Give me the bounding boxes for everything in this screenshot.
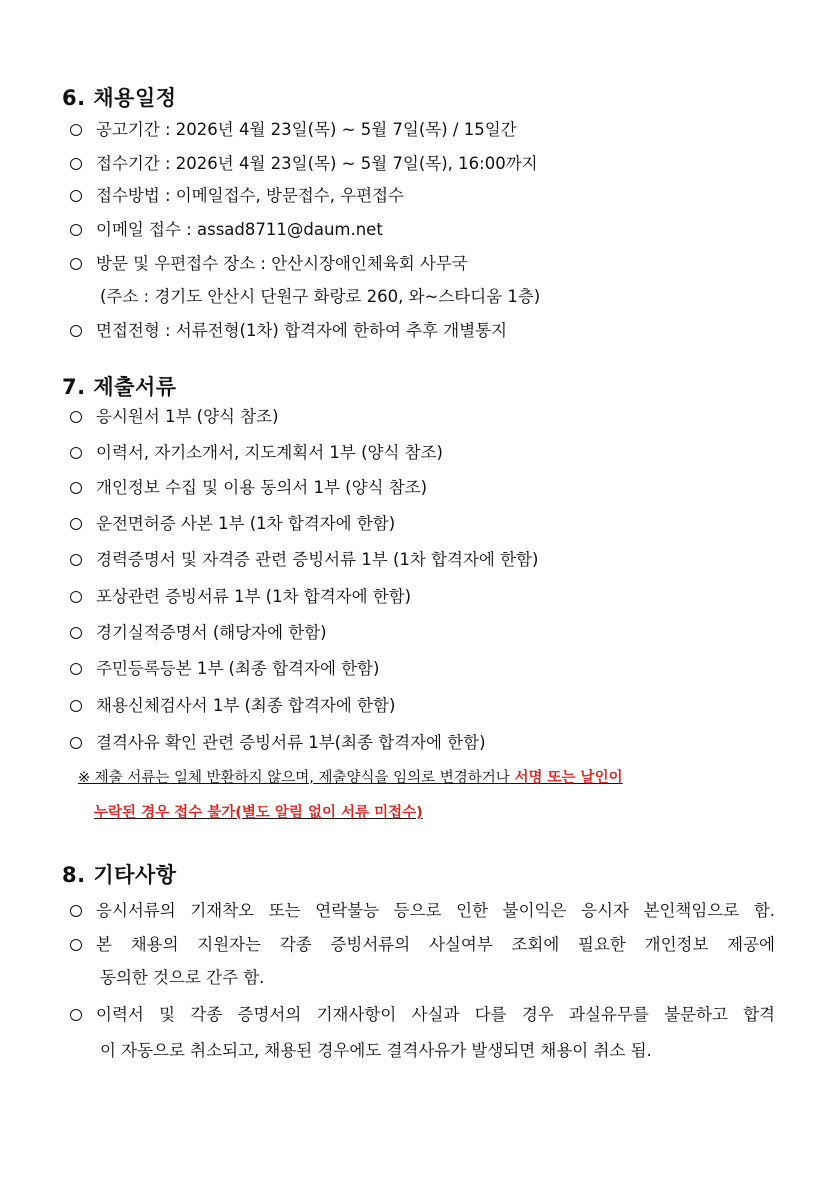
circle-bullet-icon <box>70 627 82 639</box>
list-item: 방문 및 우편접수 장소 : 안산시장애인체육회 사무국 <box>70 252 468 276</box>
circle-bullet-icon <box>70 325 82 337</box>
list-item: 접수방법 : 이메일접수, 방문접수, 우편접수 <box>70 184 404 208</box>
note-warning-red-continued: 누락된 경우 접수 불가(별도 알림 없이 서류 미접수) <box>94 805 423 821</box>
list-item: 운전면허증 사본 1부 (1차 합격자에 한함) <box>70 512 395 536</box>
list-item: 면접전형 : 서류전형(1차) 합격자에 한하여 추후 개별통지 <box>70 319 507 343</box>
list-item: 본 채용의 지원자는 각종 증빙서류의 사실여부 조회에 필요한 개인정보 제공에 <box>70 933 775 957</box>
circle-bullet-icon <box>70 700 82 712</box>
list-item: 공고기간 : 2026년 4월 23일(목) ~ 5월 7일(목) / 15일간 <box>70 118 517 142</box>
list-item: 응시원서 1부 (양식 참조) <box>70 405 279 429</box>
circle-bullet-icon <box>70 411 82 423</box>
list-item: 개인정보 수집 및 이용 동의서 1부 (양식 참조) <box>70 476 427 500</box>
list-item: 채용신체검사서 1부 (최종 합격자에 한함) <box>70 694 395 718</box>
circle-bullet-icon <box>70 518 82 530</box>
circle-bullet-icon <box>70 1009 82 1021</box>
list-item: 응시서류의 기재착오 또는 연락불능 등으로 인한 불이익은 응시자 본인책임으로 함. <box>70 899 775 923</box>
circle-bullet-icon <box>70 939 82 951</box>
list-item: 이력서, 자기소개서, 지도계획서 1부 (양식 참조) <box>70 441 443 465</box>
address-line: (주소 : 경기도 안산시 단원구 화랑로 260, 와~스타디움 1층) <box>100 287 541 306</box>
circle-bullet-icon <box>70 447 82 459</box>
list-item-continued: 이 자동으로 취소되고, 채용된 경우에도 결격사유가 발생되면 채용이 취소 됨. <box>100 1041 652 1060</box>
circle-bullet-icon <box>70 190 82 202</box>
circle-bullet-icon <box>70 737 82 749</box>
section-title-misc: 8. 기타사항 <box>62 863 177 887</box>
list-item: 접수기간 : 2026년 4월 23일(목) ~ 5월 7일(목), 16:00까지 <box>70 152 538 176</box>
list-item: 결격사유 확인 관련 증빙서류 1부(최종 합격자에 한함) <box>70 731 486 755</box>
circle-bullet-icon <box>70 591 82 603</box>
section-title-documents: 7. 제출서류 <box>62 375 177 399</box>
circle-bullet-icon <box>70 663 82 675</box>
list-item: 이력서 및 각종 증명서의 기재사항이 사실과 다를 경우 과실유무를 불문하고 합격 <box>70 1003 775 1027</box>
note-warning-red: 서명 또는 날인이 <box>514 770 623 786</box>
submission-note: ※ 제출 서류는 일체 반환하지 않으며, 제출양식을 임의로 변경하거나 서명 또는 날인이 <box>78 770 623 786</box>
list-item: 이메일 접수 : assad8711@daum.net <box>70 218 383 242</box>
list-item: 경기실적증명서 (해당자에 한함) <box>70 621 327 645</box>
circle-bullet-icon <box>70 124 82 136</box>
circle-bullet-icon <box>70 258 82 270</box>
list-item: 포상관련 증빙서류 1부 (1차 합격자에 한함) <box>70 585 411 609</box>
circle-bullet-icon <box>70 905 82 917</box>
section-title-schedule: 6. 채용일정 <box>62 86 177 110</box>
list-item: 주민등록등본 1부 (최종 합격자에 한함) <box>70 657 379 681</box>
circle-bullet-icon <box>70 158 82 170</box>
circle-bullet-icon <box>70 224 82 236</box>
list-item-continued: 동의한 것으로 간주 함. <box>100 968 265 987</box>
list-item: 경력증명서 및 자격증 관련 증빙서류 1부 (1차 합격자에 한함) <box>70 548 538 572</box>
submission-note-continued <box>94 802 423 824</box>
circle-bullet-icon <box>70 482 82 494</box>
circle-bullet-icon <box>70 554 82 566</box>
